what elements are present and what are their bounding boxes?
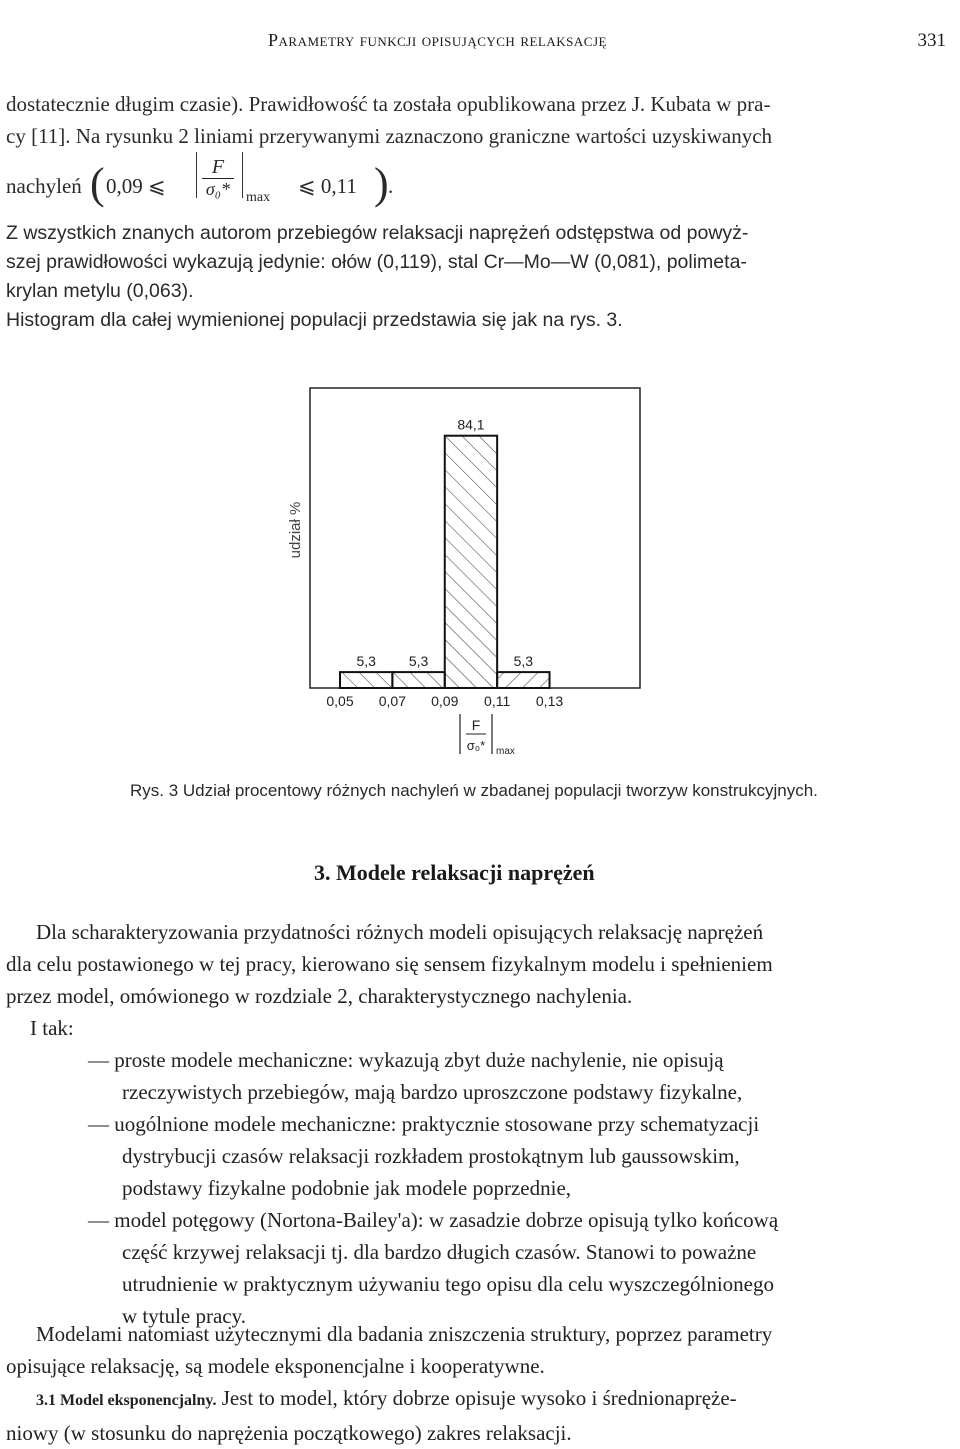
list-item-line-a: model potęgowy (Nortona-Bailey'a): w zasadzie dobrze opisują tylko końcową (114, 1208, 779, 1232)
slope-formula (6, 156, 426, 216)
formula-paren-left: ( (90, 159, 105, 208)
formula-right: ⩽ 0,11 (298, 174, 357, 198)
model-list (88, 1044, 778, 1332)
body-line-3: przez model, omówionego w rozdziale 2, charakterystycznego nachylenia. (6, 984, 633, 1008)
list-dash: — (88, 1208, 109, 1232)
histogram-bar (445, 436, 497, 688)
formula-left: 0,09 ⩽ (106, 174, 166, 198)
list-item (88, 1044, 778, 1108)
bar-data-label: 84,1 (457, 416, 485, 433)
body-line-5: Modelami natomiast użytecznymi dla badania zniszczenia struktury, poprzez parametry (36, 1322, 773, 1346)
body-line-1: Dla scharakteryzowania przydatności różnych modeli opisujących relaksację naprężeń (36, 920, 764, 944)
body-line-2: dla celu postawionego w tej pracy, kierowano się sensem fizykalnym modelu i spełnieniem (6, 952, 773, 976)
x-tick-label: 0,05 (326, 693, 354, 709)
bars-layer (340, 436, 550, 688)
figure-caption: Rys. 3 Udział procentowy różnych nachyleń w zbadanej populacji tworzyw konstrukcyjnych. (130, 781, 818, 800)
list-item-line-a: uogólnione modele mechaniczne: praktycznie stosowane przy schematyzacji (114, 1112, 760, 1136)
histogram-bar (497, 672, 549, 688)
fraction-denominator: σ₀* (205, 179, 231, 199)
list-item-line-a: proste modele mechaniczne: wykazują zbyt duże nachylenie, nie opisują (114, 1048, 724, 1072)
page-number: 331 (917, 30, 946, 51)
x-tick-label: 0,09 (431, 693, 459, 709)
bar-data-label: 5,3 (513, 653, 534, 670)
body-line-8: niowy (w stosunku do naprężenia początkowego) zakres relaksacji. (6, 1421, 572, 1445)
list-item-line-c: podstawy fizykalne podobnie jak modele poprzednie, (122, 1176, 572, 1200)
abs-bar-left (196, 152, 197, 198)
formula-fraction (198, 156, 238, 199)
deviation-paragraph (6, 219, 748, 335)
x-tick-label: 0,13 (535, 693, 564, 709)
histogram-bar (392, 672, 444, 688)
list-item (88, 1108, 778, 1204)
list-dash: — (88, 1112, 109, 1136)
bar-data-label: 5,3 (408, 653, 429, 670)
fraction-numerator: F (211, 156, 225, 178)
intro-paragraph (6, 88, 772, 152)
intro-line-2: cy [11]. Na rysunku 2 liniami przerywanymi zaznaczono graniczne wartości uzyskiwanych (6, 124, 773, 148)
bar-data-label: 5,3 (356, 653, 376, 670)
abs-bar-right (242, 152, 243, 198)
list-item-line-c: utrudnienie w praktycznym używaniu tego opisu dla celu wyszczególnionego (122, 1272, 774, 1296)
list-dash: — (88, 1048, 109, 1072)
body-line-4: I tak: (30, 1016, 74, 1040)
running-header: Parametry funkcji opisujących relaksację (268, 30, 607, 50)
formula-prefix: nachyleń (6, 174, 82, 198)
list-item-line-b: rzeczywistych przebiegów, mają bardzo uproszczone podstawy fizykalne, (122, 1080, 743, 1104)
x-tick-label: 0,11 (484, 693, 511, 709)
x-axis-label-sub: max (496, 746, 515, 757)
list-item-line-b: część krzywej relaksacji tj. dla bardzo długich czasów. Stanowi to poważne (122, 1240, 757, 1264)
histogram-chart (270, 380, 690, 780)
x-tick-label: 0,07 (378, 693, 407, 709)
para2-line-2: szej prawidłowości wykazują jedynie: ołów (0,119), stal Cr—Mo—W (0,081), polimeta- (6, 251, 747, 273)
para2-line-3: krylan metylu (0,063). (6, 280, 194, 302)
subsection-heading: 3.1 Model eksponencjalny. (36, 1392, 217, 1409)
ticks-layer (326, 693, 563, 709)
x-axis-label-denominator: σ₀* (466, 738, 486, 753)
body-line-7 (6, 1382, 772, 1417)
x-axis-label-numerator: F (471, 717, 481, 733)
body-line-7-text: Jest to model, który dobrze opisuje wysoko i średnionapręże- (221, 1386, 737, 1410)
section-heading: 3. Modele relaksacji naprężeń (314, 860, 595, 885)
x-axis-label (460, 714, 515, 757)
section-body (6, 916, 773, 1044)
y-axis-label: udział % (287, 501, 304, 559)
list-item-line-d: w tytule pracy. (122, 1304, 247, 1328)
formula-sub: max (246, 190, 271, 205)
formula-paren-right: ) (374, 159, 389, 208)
para2-line-4: Histogram dla całej wymienionej populacji przedstawia się jak na rys. 3. (6, 309, 623, 331)
formula-end: . (388, 174, 394, 198)
histogram-bar (340, 672, 392, 688)
closing-paragraph (6, 1318, 772, 1449)
list-item-line-b: dystrybucji czasów relaksacji rozkładem prostokątnym lub gaussowskim, (122, 1144, 740, 1168)
intro-line-1: dostatecznie długim czasie). Prawidłowość ta została opublikowana przez J. Kubata w pra- (6, 92, 771, 116)
para2-line-1: Z wszystkich znanych autorom przebiegów relaksacji naprężeń odstępstwa od powyż- (6, 222, 749, 244)
body-line-6: opisujące relaksację, są modele eksponencjalne i kooperatywne. (6, 1354, 545, 1378)
list-item (88, 1204, 778, 1332)
